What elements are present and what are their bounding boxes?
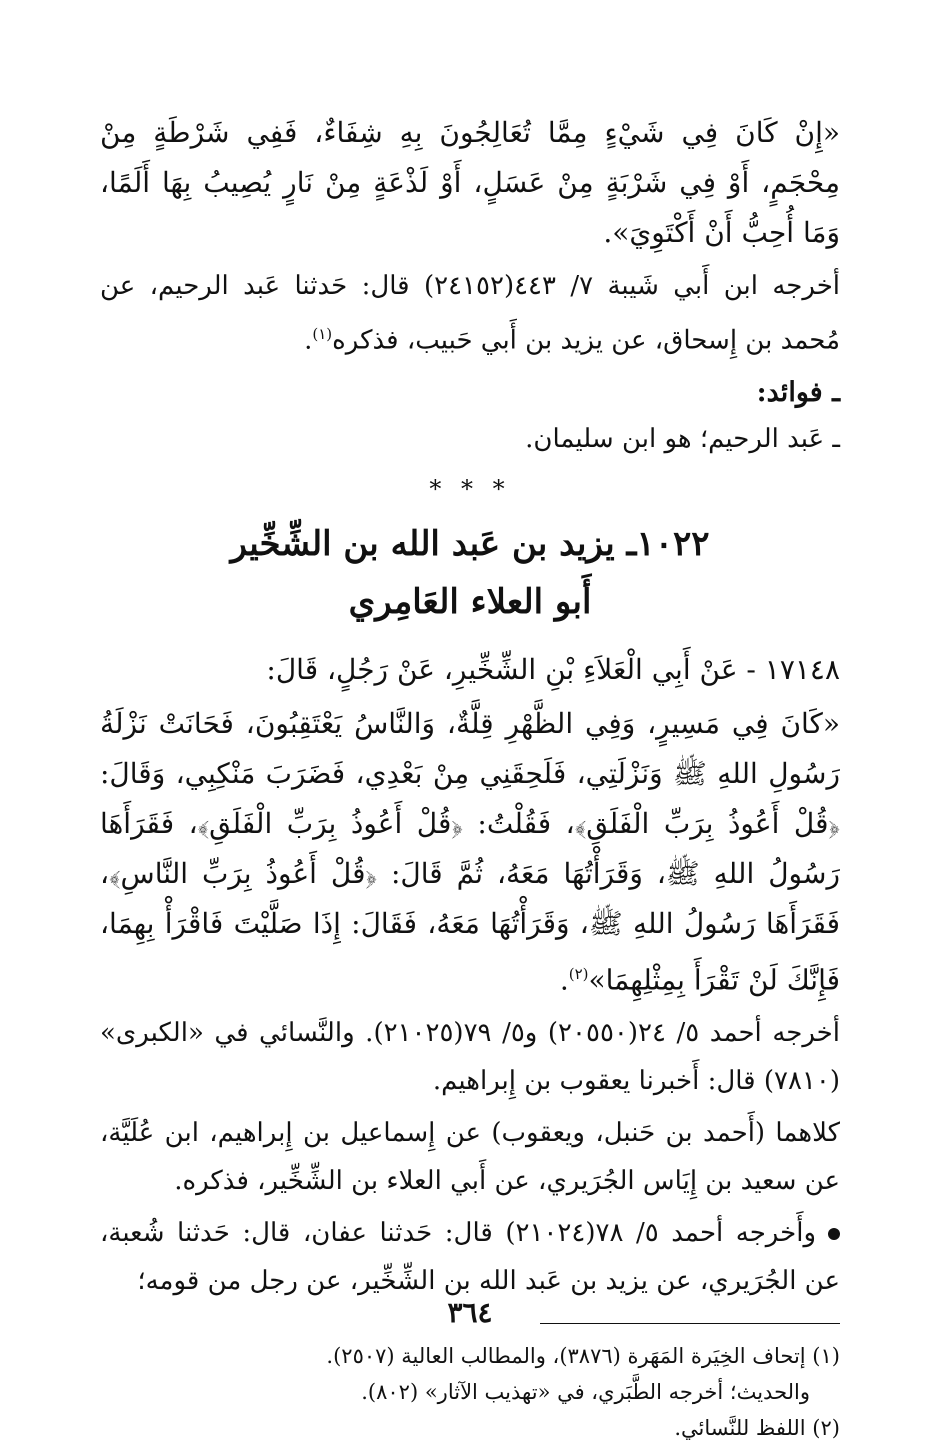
- page-number: ٣٦٤: [447, 1296, 493, 1329]
- section-separator: * * *: [429, 474, 511, 503]
- takhrij-text-1: أخرجه ابن أَبي شَيبة ٧/ ٤٤٣(٢٤١٥٢) قال: حَدثنا عَبد الرحيم، عن مُحمد بن إِسحاق، عن يزيد بن أَبي حَبيب، فذكره: [100, 271, 840, 356]
- footnote-ref-2: (٢): [568, 964, 589, 983]
- section-subtitle: أَبو العلاء العَامِري: [348, 581, 592, 622]
- takhrij-text-4: وأَخرجه أحمد ٥/ ٧٨(٢١٠٢٤) قال: حَدثنا عفان، قال: حَدثنا شُعبة، عن الجُرَيري، عن يزيد بن عَبد الله بن الشِّخِّير، عن رجل من قومه؛: [100, 1217, 840, 1296]
- section-title: ١٠٢٢ـ يزيد بن عَبد الله بن الشِّخِّير: [230, 523, 710, 564]
- takhrij-paragraph-1: أخرجه ابن أَبي شَيبة ٧/ ٤٤٣(٢٤١٥٢) قال: حَدثنا عَبد الرحيم، عن مُحمد بن إِسحاق، عن يزيد بن أَبي حَبيب، فذكره$^{(١)}$.: [100, 271, 840, 356]
- takhrij-paragraph-4: [100, 1209, 840, 1305]
- hadith-chain: ١٧١٤٨ - عَنْ أَبِي الْعَلاَءِ بْنِ الشِّخِّيرِ، عَنْ رَجُلٍ، قَالَ:: [266, 652, 840, 686]
- takhrij-paragraph-3: كلاهما (أَحمد بن حَنبل، ويعقوب) عن إِسماعيل بن إِبراهيم، ابن عُلَيَّة، عن سعيد بن إِيَاس الجُرَيري، عن أَبي العلاء بن الشِّخِّير، فذكره.: [100, 1117, 840, 1196]
- hadith-text-2-paragraph: «كَانَ فِي مَسِيرٍ، وَفِي الظَّهْرِ قِلَّةٌ، وَالنَّاسُ يَعْتَقِبُونَ، فَحَانَتْ نَزْلَةُ رَسُولِ اللهِ ﷺ وَنَزْلَتِي، فَلَحِقَنِي مِنْ بَعْدِي، فَضَرَبَ مَنْكِبِي، وَقَالَ: ﴿قُلْ أَعُوذُ بِرَبِّ الْفَلَقِ﴾، فَقُلْتُ: ﴿قُلْ أَعُوذُ بِرَبِّ الْفَلَقِ﴾، فَقَرَأَهَا رَسُولُ اللهِ ﷺ، وَقَرَأْتُهَا مَعَهُ، ثُمَّ قَالَ: ﴿قُلْ أَعُوذُ بِرَبِّ النَّاسِ﴾، فَقَرَأَهَا رَسُولُ اللهِ ﷺ، وَقَرَأْتُهَا مَعَهُ، فَقَالَ: إِذَا صَلَّيْتَ فَاقْرَأْ بِهِمَا، فَإِنَّكَ لَنْ تَقْرَأَ بِمِثْلِهِمَا»$^{(٢)}$.: [100, 706, 840, 996]
- footnote-2: (٢) اللفظ للنَّسائي.: [674, 1415, 840, 1440]
- hadith-text-1: «إِنْ كَانَ فِي شَيْءٍ مِمَّا تُعَالِجُونَ بِهِ شِفَاءٌ، فَفِي شَرْطَةٍ مِنْ مِحْجَمٍ، أَوْ فِي شَرْبَةٍ مِنْ عَسَلٍ، أَوْ لَذْعَةٍ مِنْ نَارٍ يُصِيبُ بِهَا أَلَمًا، وَمَا أُحِبُّ أَنْ أَكْتَوِيَ».: [100, 116, 840, 249]
- footnote-ref-1: (١): [312, 325, 333, 343]
- fawaid-note: ـ عَبد الرحيم؛ هو ابن سليمان.: [525, 423, 840, 454]
- footnote-1-continuation: والحديث؛ أخرجه الطَّبَري، في «تهذيب الآثار» (٨٠٢).: [361, 1379, 810, 1404]
- takhrij-paragraph-2: أخرجه أحمد ٥/ ٢٤(٢٠٥٥٠) و٥/ ٧٩(٢١٠٢٥). والنَّسائي في «الكبرى» (٧٨١٠) قال: أَخبرنا يعقوب بن إِبراهيم.: [100, 1017, 840, 1096]
- hadith-text-2: «كَانَ فِي مَسِيرٍ، وَفِي الظَّهْرِ قِلَّةٌ، وَالنَّاسُ يَعْتَقِبُونَ، فَحَانَتْ نَزْلَةُ رَسُولِ اللهِ ﷺ وَنَزْلَتِي، فَلَحِقَنِي مِنْ بَعْدِي، فَضَرَبَ مَنْكِبِي، وَقَالَ: ﴿قُلْ أَعُوذُ بِرَبِّ الْفَلَقِ﴾، فَقُلْتُ: ﴿قُلْ أَعُوذُ بِرَبِّ الْفَلَقِ﴾، فَقَرَأَهَا رَسُولُ اللهِ ﷺ، وَقَرَأْتُهَا مَعَهُ، ثُمَّ قَالَ: ﴿قُلْ أَعُوذُ بِرَبِّ النَّاسِ﴾، فَقَرَأَهَا رَسُولُ اللهِ ﷺ، وَقَرَأْتُهَا مَعَهُ، فَقَالَ: إِذَا صَلَّيْتَ فَاقْرَأْ بِهِمَا، فَإِنَّكَ لَنْ تَقْرَأَ بِمِثْلِهِمَا»: [100, 706, 840, 996]
- fawaid-heading: ـ فوائد:: [756, 376, 840, 408]
- footnote-1: (١) إتحاف الخِيَرة المَهَرة (٣٨٧٦)، والمطالب العالية (٢٥٠٧).: [326, 1343, 840, 1368]
- bullet-icon: [828, 1228, 840, 1240]
